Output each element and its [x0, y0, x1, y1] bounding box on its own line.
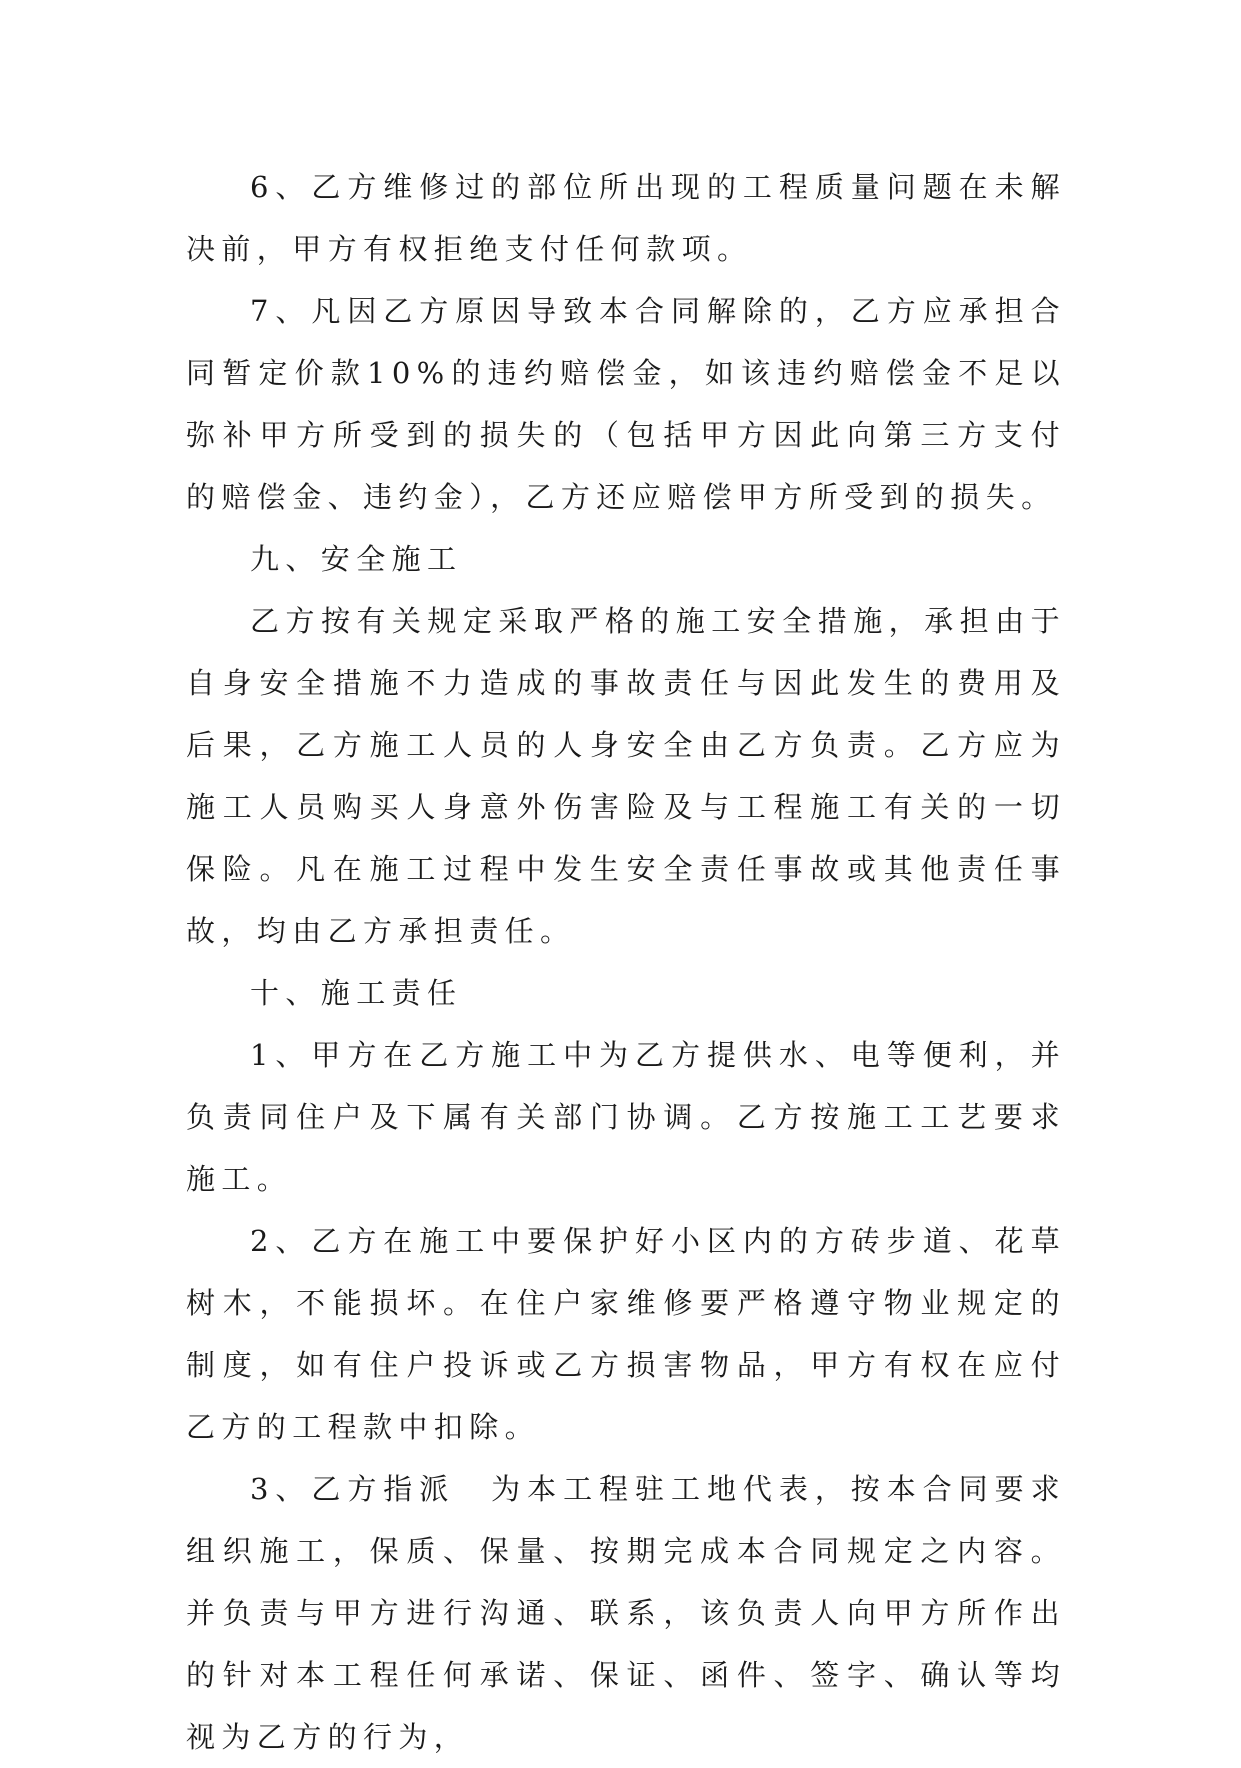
section-heading-responsibility: 十、施工责任 [250, 976, 463, 1010]
responsibility-clause-1: 1、甲方在乙方施工中为乙方提供水、电等便利，并负责同住户及下属有关部门协调。乙方按施工工艺要求施工。 [186, 1038, 1066, 1196]
clause-6-paragraph: 6、乙方维修过的部位所出现的工程质量问题在未解决前，甲方有权拒绝支付任何款项。 [186, 170, 1066, 266]
clause-7-paragraph: 7、凡因乙方原因导致本合同解除的，乙方应承担合同暂定价款10%的违约赔偿金，如该违约赔偿金不足以弥补甲方所受到的损失的（包括甲方因此向第三方支付的赔偿金、违约金），乙方还应赔偿甲方所受到的损失。 [186, 294, 1066, 514]
safety-paragraph: 乙方按有关规定采取严格的施工安全措施，承担由于自身安全措施不力造成的事故责任与因此发生的费用及后果，乙方施工人员的人身安全由乙方负责。乙方应为施工人员购买人身意外伤害险及与工程施工有关的一切保险。凡在施工过程中发生安全责任事故或其他责任事故，均由乙方承担责任。 [186, 604, 1066, 948]
responsibility-clause-2: 2、乙方在施工中要保护好小区内的方砖步道、花草树木，不能损坏。在住户家维修要严格遵守物业规定的制度，如有住户投诉或乙方损害物品，甲方有权在应付乙方的工程款中扣除。 [186, 1224, 1066, 1444]
section-heading-safety: 九、安全施工 [250, 542, 463, 576]
responsibility-clause-3: 3、乙方指派 为本工程驻工地代表，按本合同要求组织施工，保质、保量、按期完成本合同规定之内容。并负责与甲方进行沟通、联系，该负责人向甲方所作出的针对本工程任何承诺、保证、函件、签字、确认等均视为乙方的行为， [186, 1472, 1066, 1754]
document-page [186, 156, 1066, 1768]
